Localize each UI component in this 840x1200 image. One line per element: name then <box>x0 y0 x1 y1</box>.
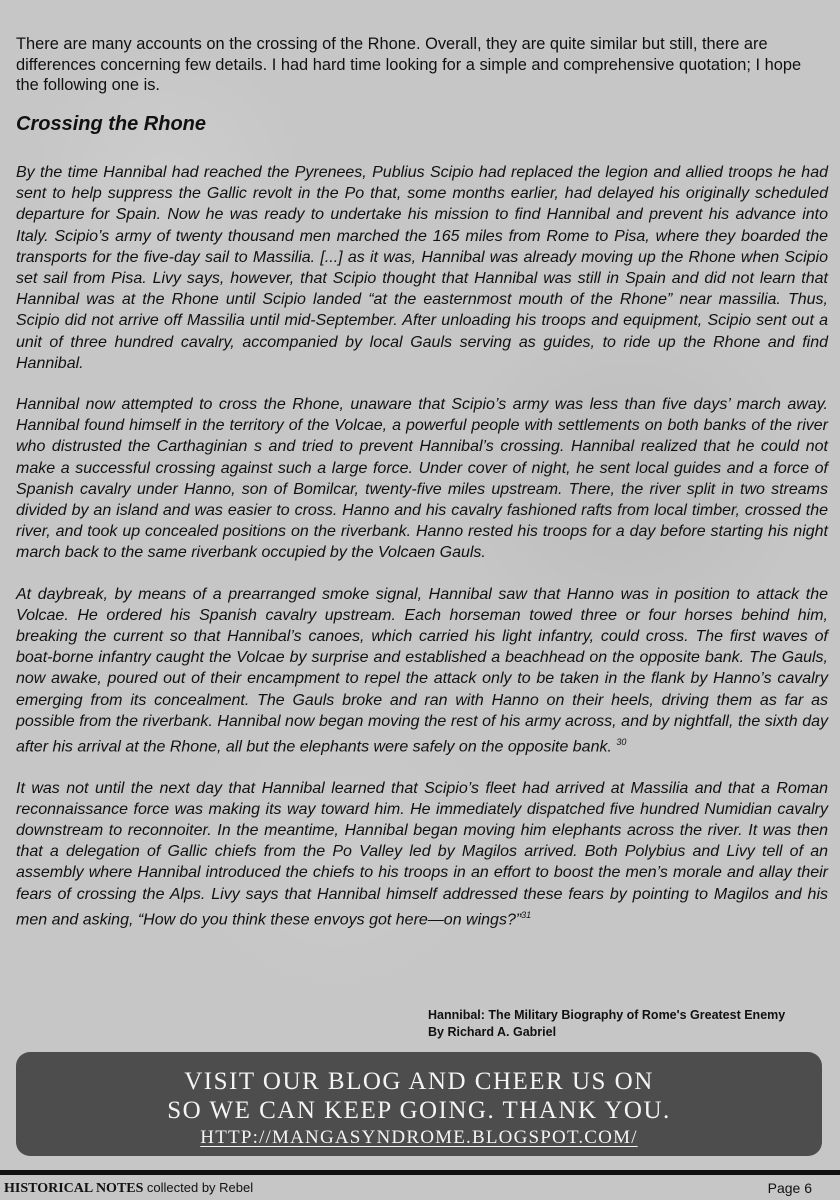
citation-title: Hannibal: The Military Biography of Rome's Greatest Enemy <box>428 1008 786 1022</box>
intro-text: There are many accounts on the crossing of the Rhone. Overall, they are quite similar but still, there are differences concerning few details. I had hard time looking for a simple and comprehensive quotation; I hope the following one is. <box>16 35 802 94</box>
citation <box>428 1007 785 1041</box>
quotation-block <box>16 162 828 950</box>
blog-url-link[interactable]: HTTP://MANGASYNDROME.BLOGSPOT.COM/ <box>200 1127 638 1148</box>
quote-paragraph-1-text: By the time Hannibal had reached the Pyrenees, Publius Scipio had replaced the legion and allied troops he had sent to help suppress the Gallic revolt in the Po that, some months earlier, had delayed his originally scheduled departure for Spain. Now he was ready to undertake his mission to find Hannibal and prevent his advance into Italy. Scipio’s army of twenty thousand men marched the 165 miles from Rome to Pisa, where they boarded the transports for the five-day sail to Massilia. [...] as it was, Hannibal was already moving up the Rhone when Scipio set sail from Pisa. Livy says, however, that Scipio thought that Hannibal was still in Spain and did not learn that Hannibal was at the Rhone until Scipio landed “at the easternmost mouth of the Rhone” near massilia. Thus, Scipio did not arrive off Massilia until mid-September. After unloading his troops and equipment, Scipio sent out a unit of three hundred cavalry, accompanied by local Gauls serving as guides, to ride up the Rhone and find Hannibal. <box>16 164 828 372</box>
blog-banner <box>16 1052 822 1156</box>
banner-line-1: VISIT OUR BLOG AND CHEER US ON <box>184 1068 654 1095</box>
footnote-marker-31: 31 <box>521 909 532 920</box>
footer-title-block <box>4 1180 253 1197</box>
quote-paragraph-2-text: Hannibal now attempted to cross the Rhone, unaware that Scipio’s army was less than five days’ march away. Hannibal found himself in the territory of the Volcae, a powerful people with settlements on both banks of the river who distrusted the Carthaginian s and tried to prevent Hannibal’s crossing. Hannibal realized that he could not make a successful crossing against such a large force. Under cover of night, he sent local guides and a force of Spanish cavalry under Hanno, son of Bomilcar, twenty-five miles upstream. There, the river split in two streams divided by an island and was easier to cross. Hanno and his cavalry fashioned rafts from local timber, crossed the river, and took up concealed positions on the riverbank. Hanno rested his troops for a day before starting his night march back to the same riverbank occupied by the Volcaen Gauls. <box>16 396 828 562</box>
quote-paragraph-3 <box>16 584 828 758</box>
quote-paragraph-4 <box>16 778 828 931</box>
footer-title: HISTORICAL NOTES <box>4 1181 144 1196</box>
banner-line-2: SO WE CAN KEEP GOING. THANK YOU. <box>167 1097 671 1124</box>
footnote-marker-30: 30 <box>616 737 627 748</box>
quote-paragraph-2 <box>16 394 828 564</box>
page-number: Page 6 <box>767 1180 812 1196</box>
quote-paragraph-1 <box>16 162 828 374</box>
citation-author: By Richard A. Gabriel <box>428 1025 557 1039</box>
footer-credit: collected by Rebel <box>146 1180 254 1195</box>
quote-paragraph-3-text: At daybreak, by means of a prearranged smoke signal, Hannibal saw that Hanno was in position to attack the Volcae. He ordered his Spanish cavalry upstream. Each horseman towed three or four horses behind him, breaking the current so that Hannibal’s canoes, which carried his light infantry, could cross. The first waves of boat-borne infantry caught the Volcae by surprise and established a beachhead on the opposite bank. The Gauls, now awake, poured out of their encampment to repel the attack only to be taken in the flank by Hanno’s cavalry emerging from its concealment. The Gauls broke and ran with Hanno on their heels, driving them as far as possible from the riverbank. Hannibal now began moving the rest of his army across, and by nightfall, the sixth day after his arrival at the Rhone, all but the elephants were safely on the opposite bank. <box>16 585 828 756</box>
quote-paragraph-4-text: It was not until the next day that Hannibal learned that Scipio’s fleet had arrived at Massilia and that a Roman reconnaissance force was making its way toward him. He immediately dispatched five hundred Numidian cavalry downstream to reconnoiter. In the meantime, Hannibal began moving him elephants across the river. It was then that a delegation of Gallic chiefs from the Po Valley led by Magilos arrived. Both Polybius and Livy tell of an assembly where Hannibal introduced the chiefs to his troops in an effort to boost the men’s morale and allay their fears of crossing the Alps. Livy says that Hannibal himself addressed these fears by pointing to Magilos and his men and asking, “How do you think these envoys got here—on wings?” <box>16 779 828 929</box>
footer-divider <box>0 1170 840 1175</box>
section-heading: Crossing the Rhone <box>16 113 207 135</box>
